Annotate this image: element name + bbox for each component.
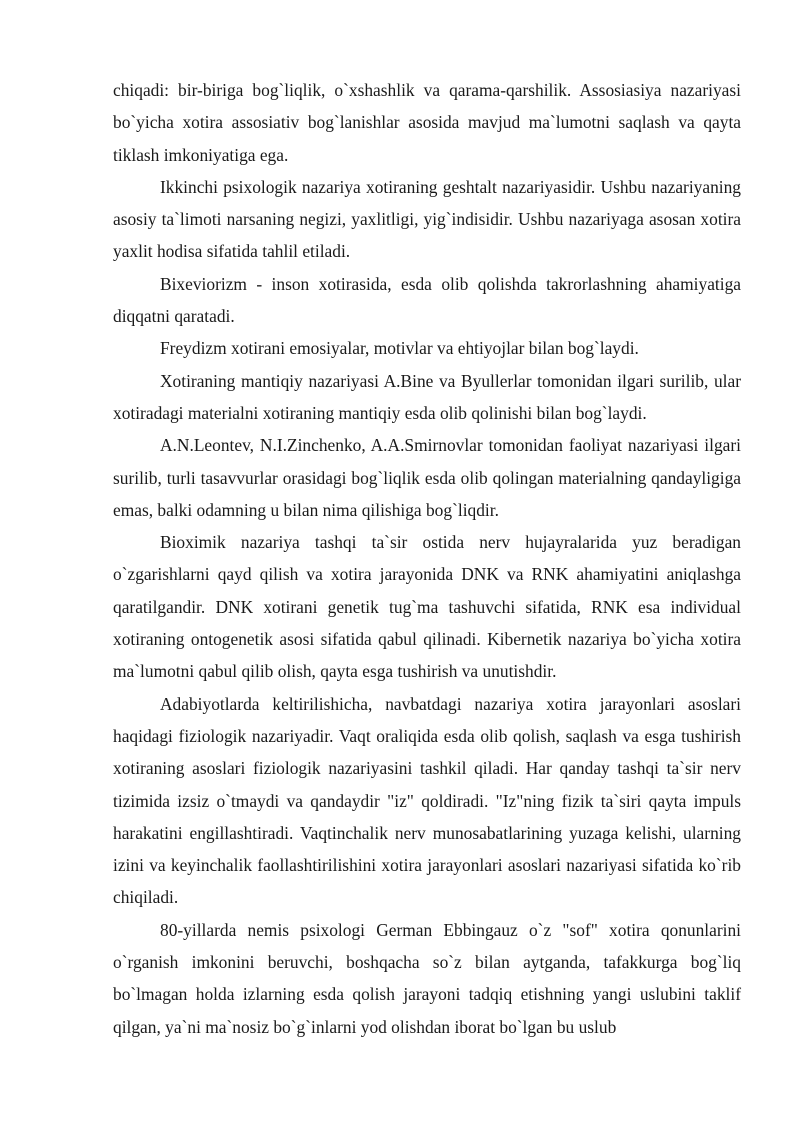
- paragraph-2: Ikkinchi psixologik nazariya xotiraning geshtalt nazariyasidir. Ushbu nazariyaning asosiy ta`limoti narsaning negizi, yaxlitligi, yig`indisidir. Ushbu nazariyaga asosan xotira yaxlit hodisa sifatida tahlil etiladi.: [113, 176, 741, 262]
- paragraph-3: Bixeviorizm - inson xotirasida, esda olib qolishda takrorlashning ahamiyatiga diqqatni qaratadi.: [113, 273, 741, 327]
- paragraph-4: Freydizm xotirani emosiyalar, motivlar va ehtiyojlar bilan bog`laydi.: [160, 338, 639, 359]
- paragraph-7: Bioximik nazariya tashqi ta`sir ostida nerv hujayralarida yuz beradigan o`zgarishlarni qayd qilish va xotira jarayonida DNK va RNK ahamiyatini aniqlashga qaratilgandir. DNK xotirani genetik tug`ma tashuvchi sifatida, RNK esa individual xotiraning ontogenetik asosi sifatida qabul qilinadi. Kibernetik nazariya bo`yicha xotira ma`lumotni qabul qilib olish, qayta esga tushirish va unutishdir.: [113, 532, 741, 682]
- paragraph-8: Adabiyotlarda keltirilishicha, navbatdagi nazariya xotira jarayonlari asoslari haqidagi fiziologik nazariyadir. Vaqt oraliqida esda olib qolish, saqlash va esga tushirish xotiraning asoslari fiziologik nazariyasini tashkil qiladi. Har qanday tashqi ta`sir nerv tizimida izsiz o`tmaydi va qandaydir "iz" qoldiradi. "Iz"ning fizik ta`siri qayta impuls harakatini engillashtiradi. Vaqtinchalik nerv munosabatlarining yuzaga kelishi, ularning izini va keyinchalik faollashtirilishini xotira jarayonlari asoslari nazariyasi sifatida ko`rib chiqiladi.: [113, 693, 741, 908]
- paragraph-6: A.N.Leontev, N.I.Zinchenko, A.A.Smirnovlar tomonidan faoliyat nazariyasi ilgari surilib, turli tasavvurlar orasidagi bog`liqlik esda olib qolingan materialning qandayligiga emas, balki odamning u bilan nima qilishiga bog`liqdir.: [113, 435, 741, 520]
- paragraph-9: 80-yillarda nemis psixologi German Ebbingauz o`z "sof" xotira qonunlarini o`rganish imkonini beruvchi, boshqacha so`z bilan aytganda, tafakkurga bog`liq bo`lmagan holda izlarning esda qolish jarayoni tadqiq etishning yangi uslubini taklif qilgan, ya`ni ma`nosiz bo`g`inlarni yod olishdan iborat bo`lgan bu uslub: [113, 919, 741, 1037]
- paragraph-5: Xotiraning mantiqiy nazariyasi A.Bine va Byullerlar tomonidan ilgari surilib, ular xotiradagi materialni xotiraning mantiqiy esda olib qolinishi bilan bog`laydi.: [113, 370, 741, 423]
- document-body: [113, 74, 741, 1043]
- paragraph-1: chiqadi: bir-biriga bog`liqlik, o`xshashlik va qarama-qarshilik. Assosiasiya nazariyasi bo`yicha xotira assosiativ bog`lanishlar asosida mavjud ma`lumotni saqlash va qayta tiklash imkoniyatiga ega.: [113, 80, 741, 165]
